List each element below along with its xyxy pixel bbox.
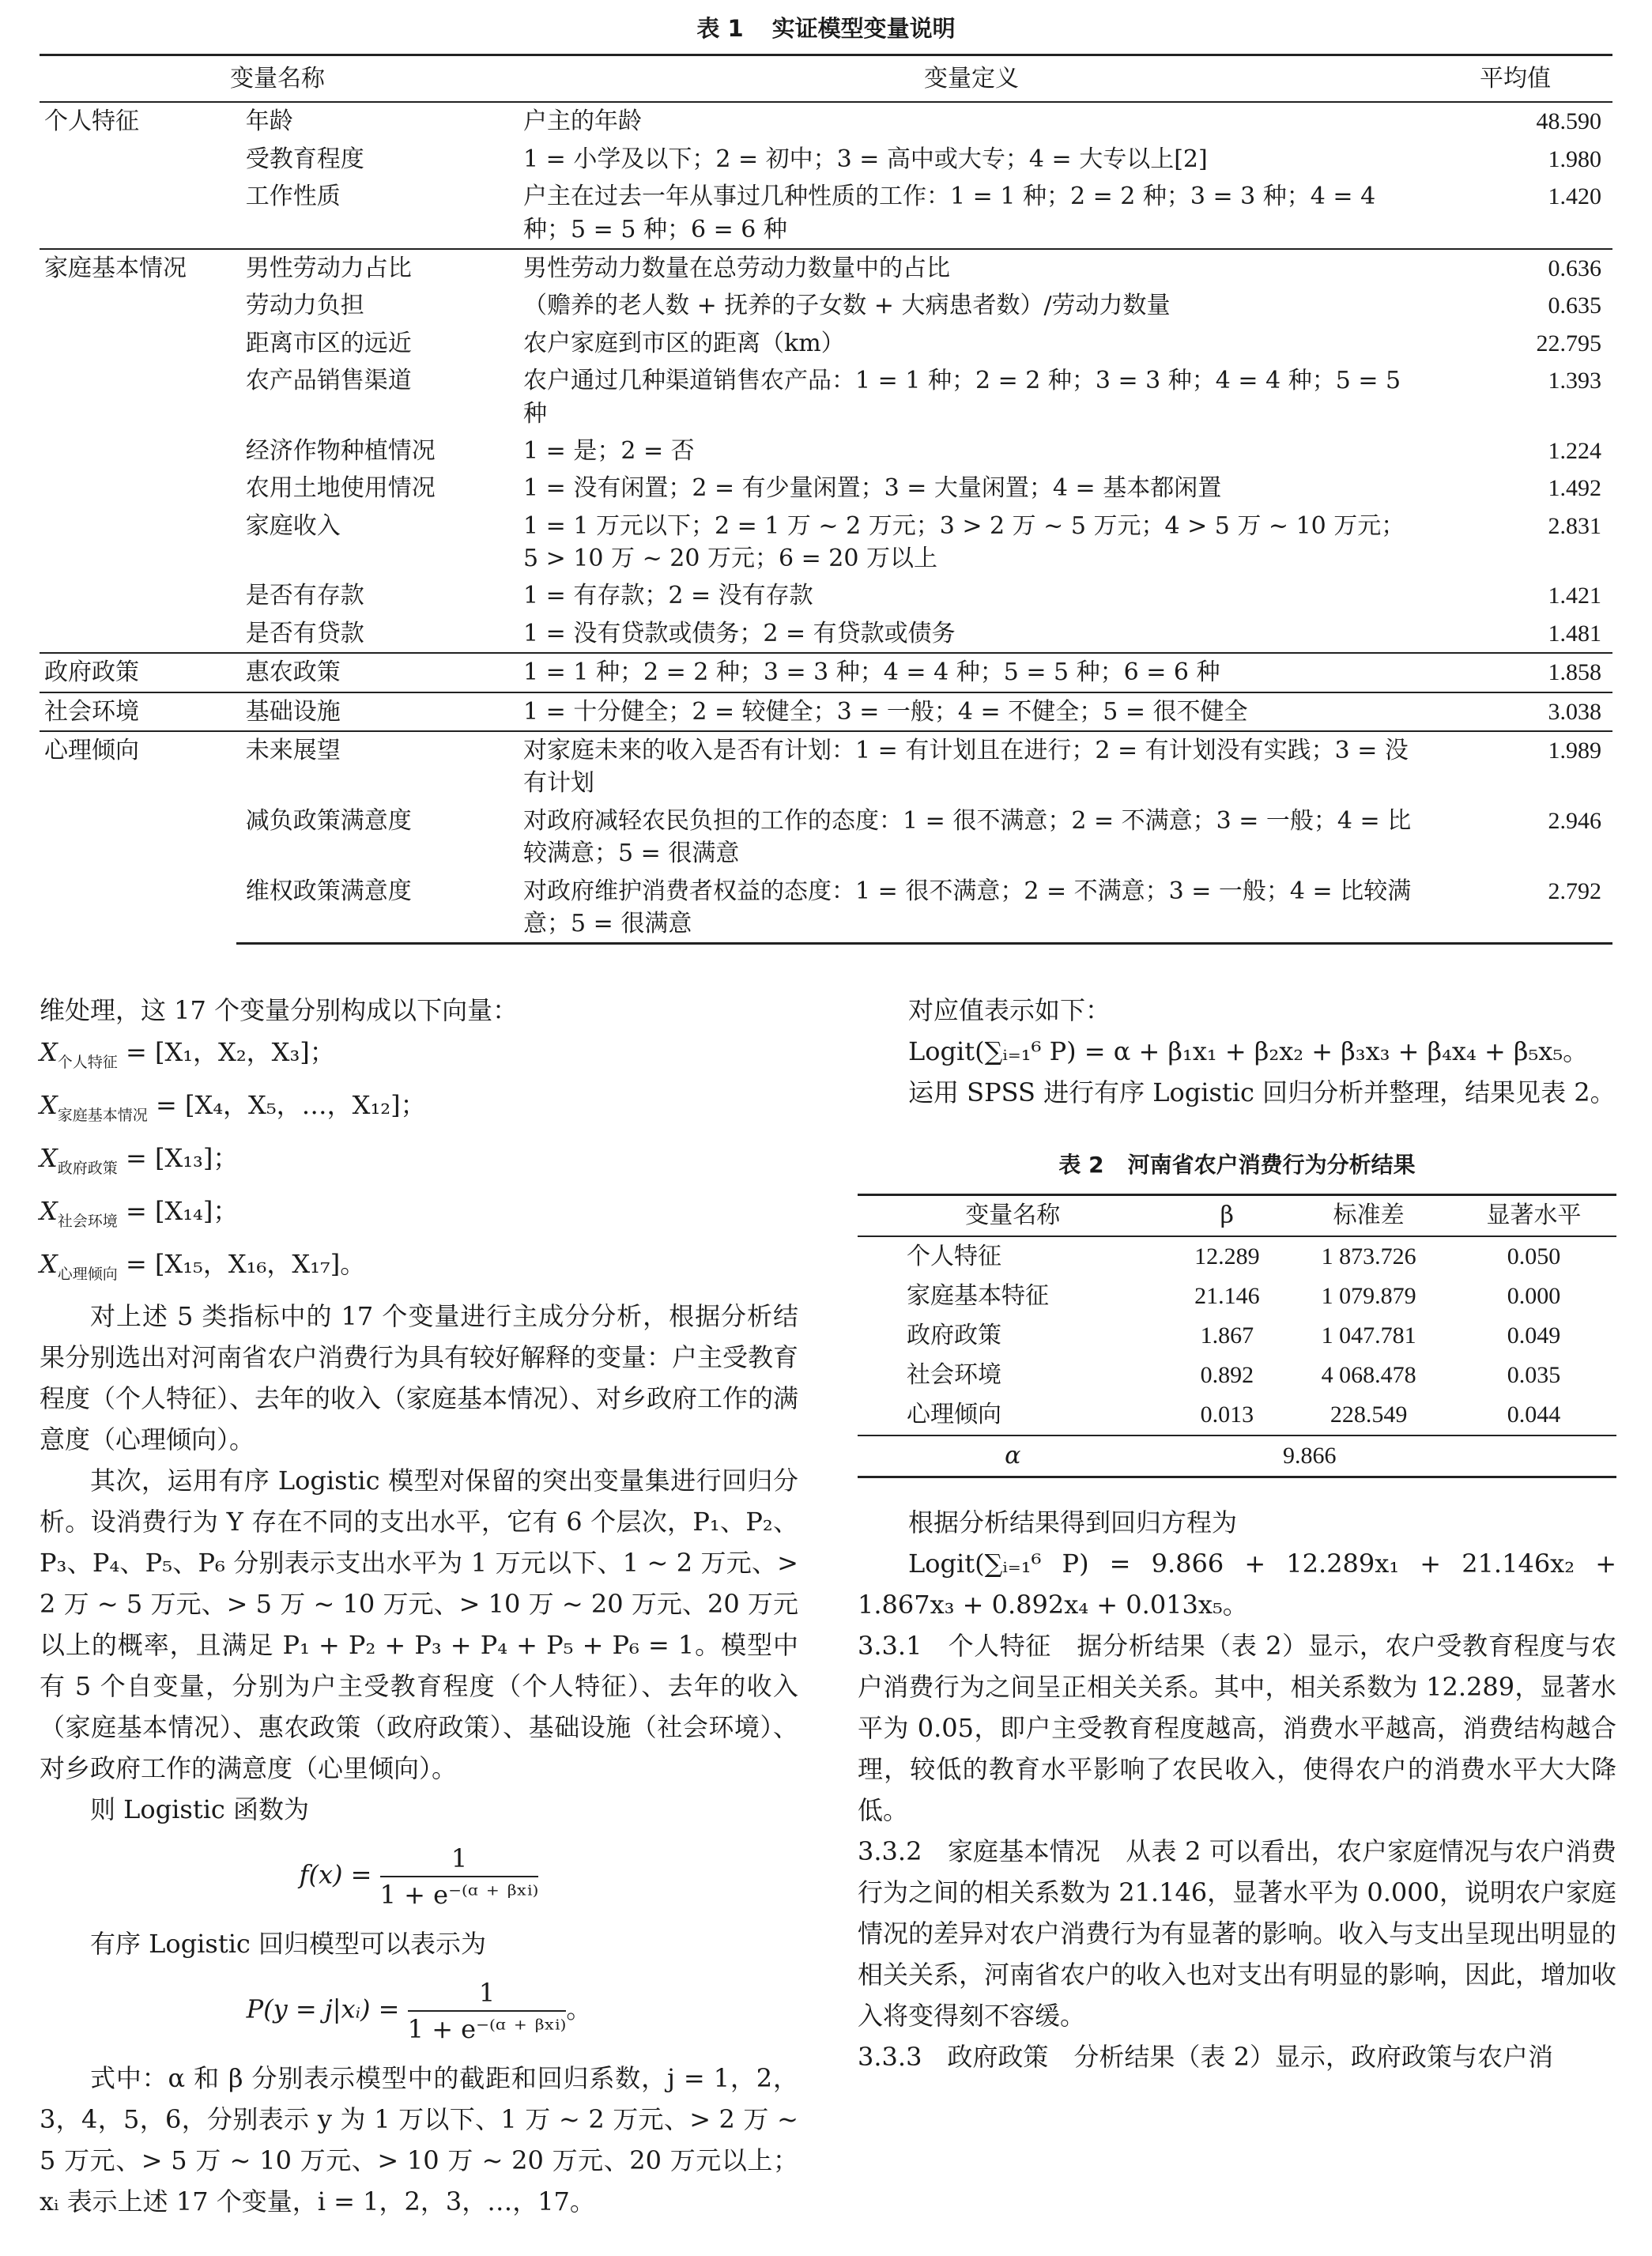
table1-variable-name: 家庭收入 [245,511,341,540]
table1-variable-mean: 1.393 [1548,368,1601,394]
table2-alpha-row [858,1435,1616,1477]
table1-variable-definition: 农户家庭到市区的距离（km） [523,329,845,357]
table1-variable-definition: 1 = 没有贷款或债务；2 = 有贷款或债务 [523,619,956,647]
left-column [40,990,798,2222]
table1-variable-name: 劳动力负担 [245,292,364,320]
table2-beta: 1.867 [1200,1322,1254,1349]
table1-variable-definition: 农户通过几种渠道销售农产品：1 = 1 种；2 = 2 种；3 = 3 种；4 = 4 种；5 = 5 种 [523,367,1401,428]
table2-row [858,1316,1616,1356]
table2-header-sig: 显著水平 [1451,1195,1616,1237]
table1-variable-definition: 对家庭未来的收入是否有计划：1 = 有计划且在进行；2 = 有计划没有实践；3 = 没有计划 [515,731,1424,802]
table1-variable-name: 工作性质 [245,183,341,211]
table2-beta: 0.892 [1200,1362,1254,1388]
table1-row [40,432,1612,470]
table1-variable-mean: 3.038 [1424,692,1612,731]
table1-row [40,362,1612,432]
table1-caption-title: 实证模型变量说明 [771,15,956,42]
table1-variable-mean: 1.492 [1548,475,1601,502]
table1-header-variable: 变量名称 [40,55,515,103]
table1-variable-definition: 1 = 1 种；2 = 2 种；3 = 3 种；4 = 4 种；5 = 5 种；6 = 6 种 [515,653,1424,692]
table1-variable-mean: 1.481 [1548,620,1601,647]
table1-body [40,102,1612,943]
right-para-values: 对应值表示如下： [908,995,1111,1025]
table1-variable-definition: 1 = 1 万元以下；2 = 1 万 ~ 2 万元；3 > 2 万 ~ 5 万元；4 > 5 万 ~ 10 万元；5 > 10 万 ~ 20 万元；6 = 20 万以上 [523,511,1405,573]
table2-variable: 社会环境 [907,1361,1001,1389]
table2 [858,1194,1616,1478]
vector-personal: $X_{个人特征} = [X_1$，X₂，X₃]； [40,1037,335,1071]
table1-row [40,873,1612,944]
left-intro: 维处理，这 17 个变量分别构成以下向量： [40,995,519,1025]
table2-header-row [858,1195,1616,1237]
equation-logit-general: Logit(∑ᵢ₌₁⁶ P) = α + β₁x₁ + β₂x₂ + β₃x₃ + β₄x₄ + β₅x₅。 [908,1036,1589,1066]
table1-row [40,507,1612,578]
table1-variable-mean: 2.792 [1424,873,1612,944]
left-para-ordered-intro: 有序 Logistic 回归模型可以表示为 [90,1929,487,1959]
section-3-3-2: 3.3.2 家庭基本情况 从表 2 可以看出，农户家庭情况与农户消费行为之间的相关系数为 21.146，显著水平为 0.000，说明农户家庭情况的差异对农户消费行为有显著的影响。收入与支出呈现出明显的相关关系，河南省农户的收入也对支出有明显的影响，因此，增加收入将变得刻不容缓。 [858,1836,1617,2031]
table1-group-name: 社会环境 [40,692,236,731]
table2-alpha-label: α [858,1435,1168,1477]
table1-row [40,249,1612,287]
table1-variable-mean: 22.795 [1536,330,1601,357]
table1-variable-definition: 1 = 是；2 = 否 [523,436,695,465]
table1-variable-mean: 2.946 [1548,807,1601,834]
table1-group-name: 个人特征 [44,108,139,136]
left-para-model: 其次，运用有序 Logistic 模型对保留的突出变量集进行回归分析。设消费行为 Y 存在不同的支出水平，它有 6 个层次，P₁、P₂、P₃、P₄、P₅、P₆ 分别表示支出水平为 1 万元以下、1 ~ 2 万元、> 2 万 ~ 5 万元、> 5 万 ~ 10 万元、> 10 万 ~ 20 万元、20 万元以上的概率，且满足 P₁ + P₂ + P₃ + P₄ + P₅ + P₆ = 1。模型中有 5 个自变量，分别为户主受教育程度（个人特征）、去年的收入（家庭基本情况）、惠农政策（政府政策）、基础设施（社会环境）、对乡政府工作的满意度（心里倾向）。 [40,1466,798,1783]
table2-variable: 心理倾向 [907,1401,1001,1428]
table2-beta: 12.289 [1194,1243,1260,1269]
table1-variable-name: 未来展望 [236,731,515,802]
table2-sd: 1 873.726 [1321,1243,1416,1269]
table1-variable-mean: 2.831 [1548,512,1601,539]
table2-caption: 表 2 河南省农户消费行为分析结果 [1058,1152,1416,1178]
table2-alpha-empty [1451,1435,1616,1477]
table1-variable-name: 是否有贷款 [245,619,364,647]
table1-variable-name: 农用土地使用情况 [245,474,436,503]
table1-row [40,325,1612,362]
table1-variable-name: 惠农政策 [236,653,515,692]
table1-variable-name: 年龄 [245,108,293,136]
table2-row [858,1356,1616,1395]
table1-variable-definition: 1 = 有存款；2 = 没有存款 [523,582,813,610]
left-para-pca: 对上述 5 类指标中的 17 个变量进行主成分分析，根据分析结果分别选出对河南省农户消费行为具有较好解释的变量：户主受教育程度（个人特征）、去年的收入（家庭基本情况）、对乡政府工作的满意度（心理倾向）。 [40,1301,799,1454]
table2-sig: 0.000 [1507,1283,1561,1309]
table1-variable-definition: （赡养的老人数 + 抚养的子女数 + 大病患者数）/劳动力数量 [523,292,1171,320]
table2-beta: 21.146 [1194,1283,1260,1309]
right-para-spss: 运用 SPSS 进行有序 Logistic 回归分析并整理，结果见表 2。 [908,1077,1616,1107]
right-para-regression: 根据分析结果得到回归方程为 [908,1507,1238,1537]
table1-caption [0,11,1652,43]
vector-social: $X_{社会环境} = [X_{14}]$； [40,1196,239,1230]
table2-sd: 1 079.879 [1321,1283,1416,1309]
vector-psych: $X_{心理倾向} = [X_{15}$，X₁₆，X₁₇]。 [40,1249,366,1283]
table2-sig: 0.050 [1507,1243,1561,1269]
vector-family: $X_{家庭基本情况} = [X_4$，X₅，…，X₁₂]； [40,1090,426,1124]
table2-header-sd: 标准差 [1286,1195,1451,1237]
table2-sig: 0.044 [1507,1402,1561,1428]
table1-group-name: 家庭基本情况 [40,249,236,653]
table1-variable-name: 是否有存款 [245,582,364,610]
table1-row [40,287,1612,324]
vector-list [40,1031,798,1296]
table2-row [858,1395,1616,1435]
table1-variable-name: 距离市区的远近 [245,329,412,357]
table2-header-variable: 变量名称 [858,1195,1168,1237]
table1-variable-definition: 对政府减轻农民负担的工作的态度：1 = 很不满意；2 = 不满意；3 = 一般；4 = 比较满意；5 = 很满意 [523,806,1412,868]
table2-body [858,1236,1616,1477]
table1-header-mean: 平均值 [1424,55,1612,103]
table1-variable-definition: 1 = 小学及以下；2 = 初中；3 = 高中或大专；4 = 大专以上[2] [523,145,1208,173]
table2-variable: 家庭基本特征 [907,1282,1049,1310]
table1-row [40,653,1612,692]
table2-variable: 政府政策 [907,1322,1001,1349]
table1-variable-name: 减负政策满意度 [245,806,412,835]
table1-variable-mean: 1.980 [1548,145,1601,172]
table1-row [40,802,1612,873]
table1-row [40,178,1612,249]
table1-header-definition: 变量定义 [515,55,1424,103]
table1-header-row [40,55,1612,103]
table1-variable-mean: 48.590 [1536,108,1601,135]
table1-variable-name: 男性劳动力占比 [236,249,515,287]
table2-header-beta: β [1168,1195,1287,1237]
table2-sd: 228.549 [1330,1402,1408,1428]
table2-sig: 0.035 [1507,1362,1561,1388]
table2-sd: 4 068.478 [1321,1362,1416,1388]
table1-row [40,141,1612,178]
table2-sd: 1 047.781 [1321,1322,1416,1349]
table1-row [40,102,1612,140]
section-3-3-3: 3.3.3 政府政策 分析结果（表 2）显示，政府政策与农户消 [858,2042,1553,2072]
table2-row [858,1277,1616,1316]
table1-group-name: 政府政策 [40,653,236,692]
left-para-notation: 式中：α 和 β 分别表示模型中的截距和回归系数，j = 1，2，3，4，5，6，分别表示 y 为 1 万以下、1 万 ~ 2 万元、> 2 万 ~ 5 万元、> 5 万 ~ 10 万元、> 10 万 ~ 20 万元、20 万元以上；xᵢ 表示上述 17 个变量，i = 1，2，3，…，17。 [40,2063,798,2216]
table1-variable-name: 维权政策满意度 [236,873,515,944]
table1-variable-definition: 户主的年龄 [523,108,643,136]
table1-row [40,731,1612,802]
table1-variable-name: 受教育程度 [245,145,364,173]
table2-variable: 个人特征 [907,1243,1001,1270]
table1-row [40,470,1612,507]
table1 [40,54,1612,945]
table1-variable-name: 基础设施 [236,692,515,731]
equation-logistic: f(x) = $\frac{1}{\text{1 + e⁻⁽ᵅ ⁺ ᵝˣⁱ⁾}}$ [40,1841,798,1912]
table1-row [40,577,1612,614]
table1-variable-name: 经济作物种植情况 [245,436,436,465]
equation-ordered-logistic: P(y = j|xᵢ) = $\frac{1}{\text{1 + e⁻⁽ᵅ ⁺ ᵝˣⁱ⁾}}$ 。 [40,1975,798,2047]
table1-variable-name: 农产品销售渠道 [245,367,412,395]
equation-logit-fitted: Logit(∑ᵢ₌₁⁶ P) = 9.866 + 12.289x₁ + 21.146x₂ + 1.867x₃ + 0.892x₄ + 0.013x₅。 [858,1549,1616,1620]
section-3-3-1: 3.3.1 个人特征 据分析结果（表 2）显示，农户受教育程度与农户消费行为之间呈正相关关系。其中，相关系数为 12.289，显著水平为 0.05，即户主受教育程度越高，消费水平越高，消费结构越合理，较低的教育水平影响了农民收入，使得农户的消费水平大大降低。 [858,1631,1616,1825]
table2-beta: 0.013 [1200,1402,1254,1428]
table1-row [40,692,1612,731]
table1-group-name: 心理倾向 [40,731,236,944]
table1-row [40,615,1612,653]
table1-variable-definition: 1 = 十分健全；2 = 较健全；3 = 一般；4 = 不健全；5 = 很不健全 [515,692,1424,731]
table1-variable-mean: 0.635 [1548,292,1601,319]
table1-variable-definition: 男性劳动力数量在总劳动力数量中的占比 [515,249,1424,287]
left-para-logistic-intro: 则 Logistic 函数为 [90,1794,310,1824]
table1-variable-mean: 1.224 [1548,437,1601,464]
table1-variable-definition: 户主在过去一年从事过几种性质的工作：1 = 1 种；2 = 2 种；3 = 3 种；4 = 4 种；5 = 5 种；6 = 6 种 [523,183,1376,243]
table2-sig: 0.049 [1507,1322,1561,1349]
table1-variable-mean: 1.858 [1424,653,1612,692]
table2-alpha-value: 9.866 [1168,1435,1452,1477]
table1-caption-id: 表 1 [696,15,744,42]
vector-policy: $X_{政府政策} = [X_{13}]$； [40,1143,239,1177]
table2-row [858,1236,1616,1277]
table1-variable-mean: 1.989 [1424,731,1612,802]
table1-variable-mean: 0.636 [1424,249,1612,287]
table1-variable-definition: 1 = 没有闲置；2 = 有少量闲置；3 = 大量闲置；4 = 基本都闲置 [523,474,1222,503]
table1-variable-definition: 对政府维护消费者权益的态度：1 = 很不满意；2 = 不满意；3 = 一般；4 = 比较满意；5 = 很满意 [515,873,1424,944]
table1-variable-mean: 1.420 [1548,183,1601,210]
table1-variable-mean: 1.421 [1548,583,1601,609]
right-column [858,990,1616,2077]
